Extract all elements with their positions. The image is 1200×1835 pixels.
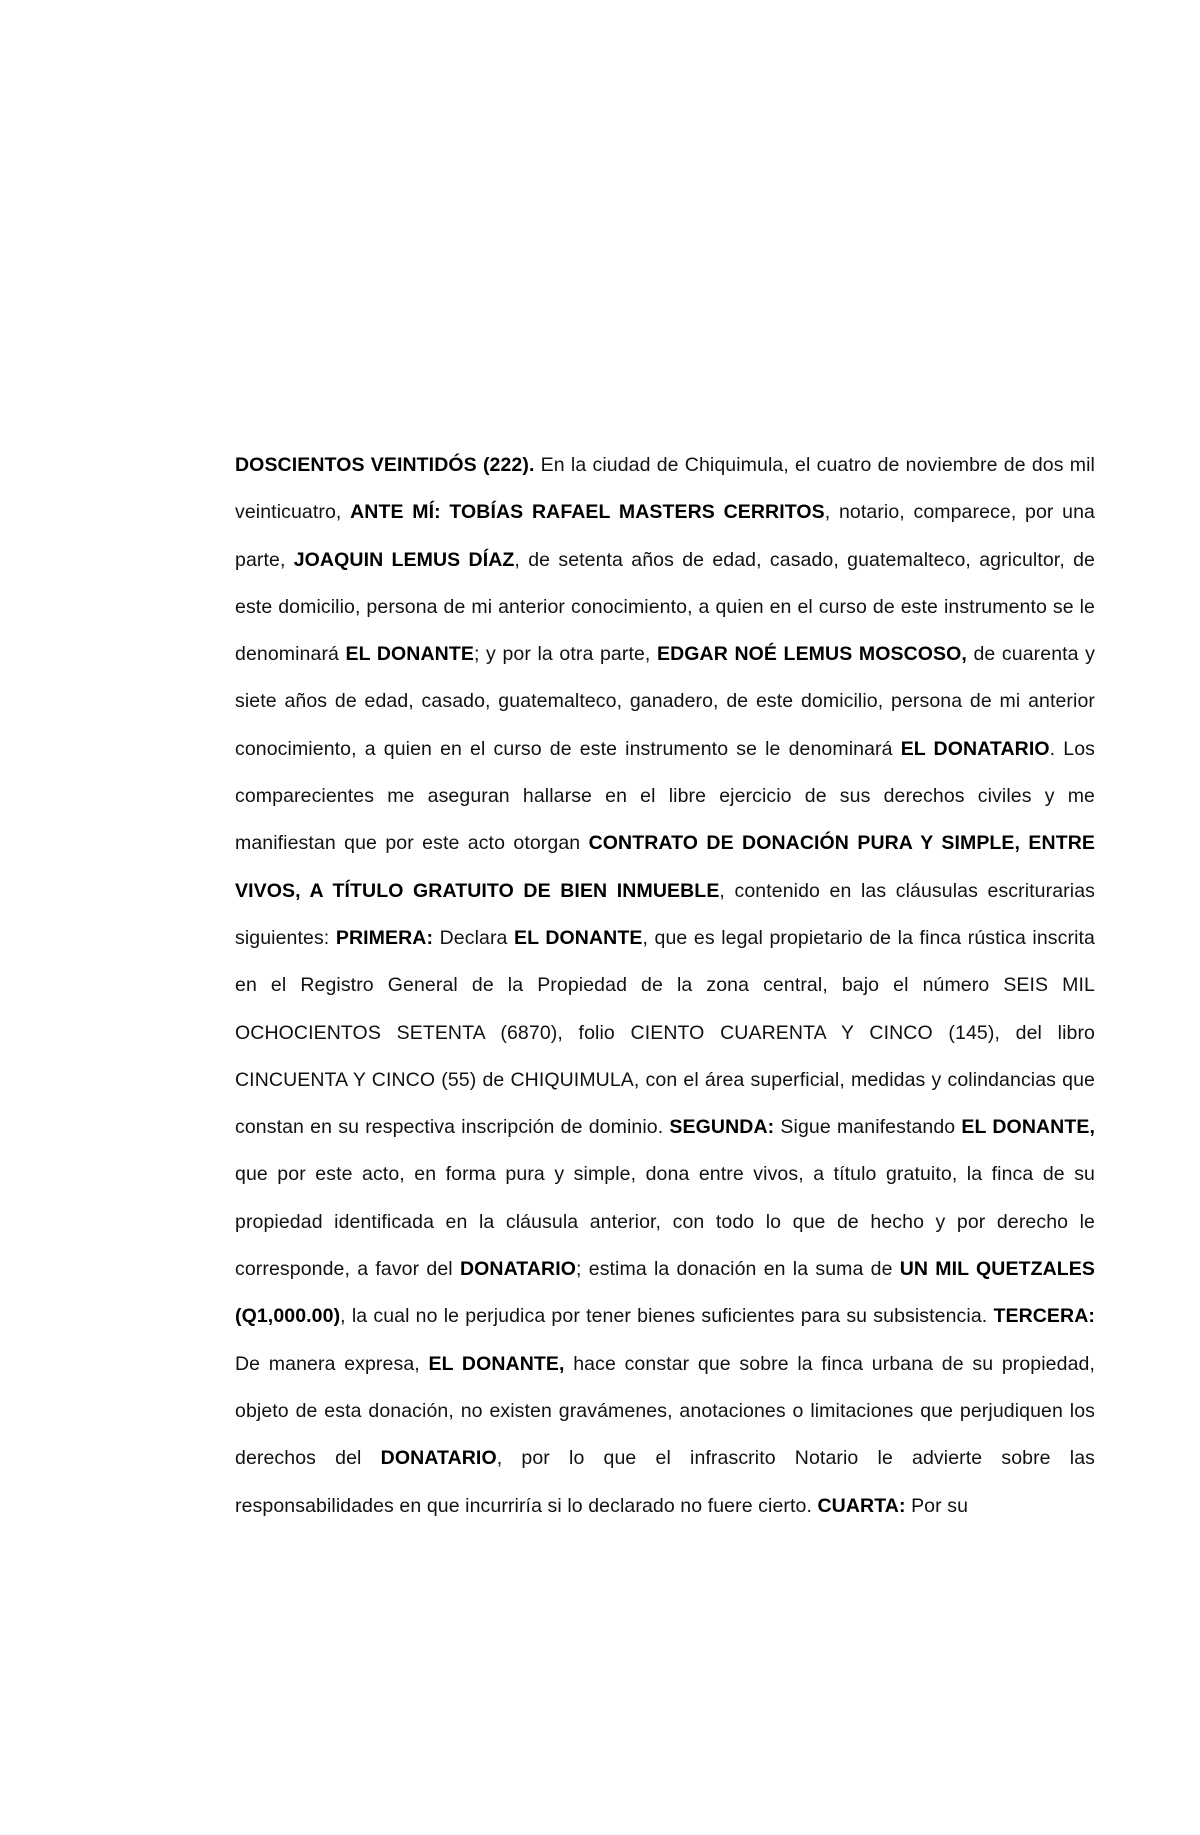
segment-bold: CONTRATO DE DONACIÓN PURA Y SIMPLE, ENTRE VIVOS, A TÍTULO GRATUITO DE BIEN INMUEBLE: [235, 832, 1095, 902]
segment-bold: CUARTA:: [817, 1494, 906, 1517]
segment-text: de cuarenta y siete años de edad, casado, guatemalteco, ganadero, de este domicilio, persona de mi anterior conocimiento, a quien en el curso de este instrumento se le denominará: [235, 643, 1095, 760]
segment-text: , que es legal propietario de la finca rústica inscrita en el Registro General de la Propiedad de la zona central, bajo el número SEIS MIL OCHOCIENTOS SETENTA (6870), folio CIENTO CUARENTA Y CINCO (145), del libro CINCUENTA Y CINCO (55) de CHIQUIMULA, con el área superficial, medidas y colindancias que constan en su respectiva inscripción de dominio.: [235, 926, 1096, 1139]
segment-text: , contenido en las cláusulas escriturarias siguientes:: [235, 879, 1095, 949]
segment-bold: PRIMERA:: [335, 926, 434, 949]
segment-text: que por este acto, en forma pura y simple, dona entre vivos, a título gratuito, la finca de su propiedad identificada en la cláusula anterior, con todo lo que de hecho y por derecho le corresponde, a favor del: [235, 1163, 1095, 1281]
segment-text: Declara: [433, 926, 515, 949]
segment-text: ; y por la otra parte,: [473, 643, 657, 666]
segment-bold: DONATARIO: [459, 1258, 577, 1281]
segment-bold: DONATARIO: [380, 1447, 497, 1470]
segment-text: hace constar que sobre la finca urbana de su propiedad, objeto de esta donación, no existen gravámenes, anotaciones o limitaciones que perjudiquen los derechos del: [235, 1352, 1095, 1470]
segment-bold: TERCERA:: [993, 1305, 1095, 1328]
segment-bold: EL DONANTE,: [428, 1352, 565, 1375]
deed-paragraph: [235, 442, 1095, 1530]
segment-bold: EL DONANTE: [514, 926, 643, 949]
segment-text: Sigue manifestando: [774, 1116, 962, 1139]
segment-text: , por lo que el infrascrito Notario le advierte sobre las responsabilidades en que incurriría si lo declarado no fuere cierto.: [235, 1447, 1095, 1517]
segment-text: , notario, comparece, por una parte,: [235, 501, 1095, 571]
segment-text: En la ciudad de Chiquimula, el cuatro de noviembre de dos mil veinticuatro,: [235, 454, 1095, 524]
segment-text: , la cual no le perjudica por tener bienes suficientes para su subsistencia.: [340, 1305, 994, 1328]
segment-text: , de setenta años de edad, casado, guatemalteco, agricultor, de este domicilio, persona de mi anterior conocimiento, a quien en el curso de este instrumento se le denominará: [235, 548, 1095, 666]
segment-bold: DOSCIENTOS VEINTIDÓS (222).: [235, 454, 535, 476]
segment-text: ; estima la donación en la suma de: [576, 1258, 900, 1281]
segment-text: Por su: [905, 1494, 969, 1517]
segment-bold: SEGUNDA:: [669, 1116, 775, 1139]
segment-bold: UN MIL QUETZALES (Q1,000.00): [235, 1258, 1095, 1328]
segment-bold: ANTE MÍ: TOBÍAS RAFAEL MASTERS CERRITOS: [350, 501, 825, 524]
segment-text: . Los comparecientes me aseguran hallarse en el libre ejercicio de sus derechos civiles y me manifiestan que por este acto otorgan: [235, 737, 1095, 855]
segment-bold: JOAQUIN LEMUS DÍAZ: [293, 548, 515, 571]
segment-bold: EL DONANTE,: [961, 1116, 1095, 1139]
segment-bold: EL DONANTE: [345, 643, 474, 666]
segment-text: De manera expresa,: [235, 1352, 429, 1375]
segment-bold: EDGAR NOÉ LEMUS MOSCOSO,: [656, 643, 967, 666]
segment-bold: EL DONATARIO: [900, 737, 1050, 760]
